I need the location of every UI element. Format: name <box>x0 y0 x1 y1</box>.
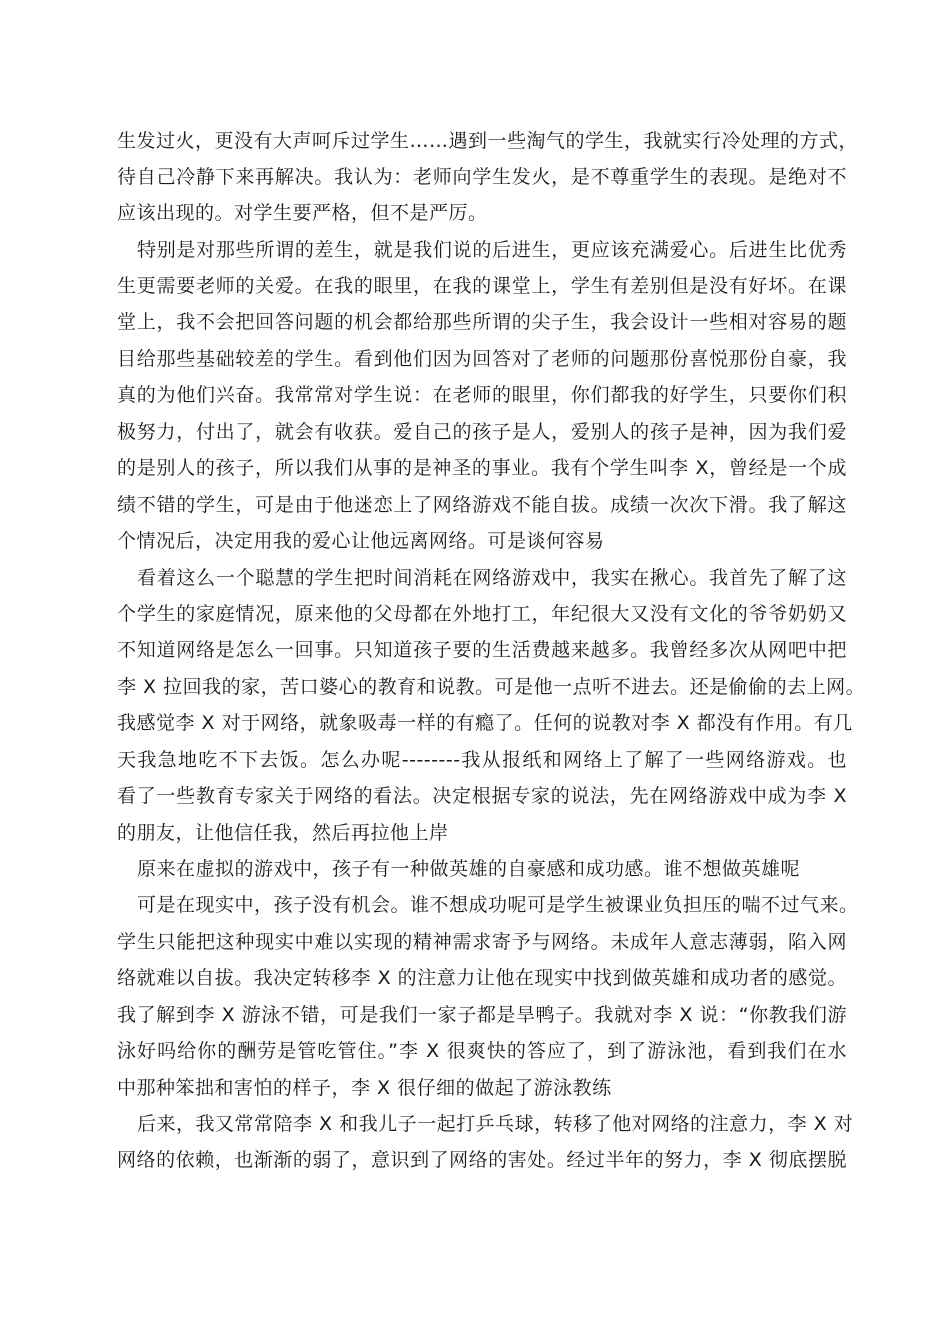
text-line: 绩不错的学生，可是由于他迷恋上了网络游戏不能自拔。成绩一次次下滑。我了解这 <box>117 494 847 516</box>
text-line: 堂上，我不会把回答问题的机会都给那些所谓的尖子生，我会设计一些相对容易的题 <box>117 311 847 333</box>
text-line: 生更需要老师的关爱。在我的眼里，在我的课堂上，学生有差别但是没有好坏。在课 <box>117 275 847 297</box>
text-line: 待自己冷静下来再解决。我认为：老师向学生发火，是不尊重学生的表现。是绝对不 <box>117 166 847 188</box>
text-line: 的朋友，让他信任我，然后再拉他上岸 <box>117 822 449 844</box>
text-line: 极努力，付出了，就会有收获。爱自己的孩子是人，爱别人的孩子是神，因为我们爱 <box>117 421 847 443</box>
text-line: 天我急地吃不下去饭。怎么办呢--------我从报纸和网络上了解了一些网络游戏。也 <box>117 749 847 771</box>
text-line: 泳好吗给你的酬劳是管吃管住。”李 X 很爽快的答应了，到了游泳池，看到我们在水 <box>117 1040 847 1062</box>
text-line: 生发过火，更没有大声呵斥过学生……遇到一些淘气的学生，我就实行冷处理的方式， <box>117 130 859 152</box>
text-line: 可是在现实中，孩子没有机会。谁不想成功呢可是学生被课业负担压的喘不过气来。 <box>137 894 859 916</box>
text-line: 李 X 拉回我的家，苦口婆心的教育和说教。可是他一点听不进去。还是偷偷的去上网。 <box>117 676 866 698</box>
text-line: 应该出现的。对学生要严格，但不是严厉。 <box>117 202 488 224</box>
text-line: 学生只能把这种现实中难以实现的精神需求寄予与网络。未成年人意志薄弱，陷入网 <box>117 931 847 953</box>
text-line: 不知道网络是怎么一回事。只知道孩子要的生活费越来越多。我曾经多次从网吧中把 <box>117 639 847 661</box>
text-line: 目给那些基础较差的学生。看到他们因为回答对了老师的问题那份喜悦那份自豪，我 <box>117 348 847 370</box>
text-line: 的是别人的孩子，所以我们从事的是神圣的事业。我有个学生叫李 X，曾经是一个成 <box>117 457 847 479</box>
text-line: 个情况后，决定用我的爱心让他远离网络。可是谈何容易 <box>117 530 605 552</box>
text-line: 看着这么一个聪慧的学生把时间消耗在网络游戏中，我实在揪心。我首先了解了这 <box>137 567 847 589</box>
text-line: 我感觉李 X 对于网络，就象吸毒一样的有瘾了。任何的说教对李 X 都没有作用。有几 <box>117 712 853 734</box>
text-line: 特别是对那些所谓的差生，就是我们说的后进生，更应该充满爱心。后进生比优秀 <box>137 239 847 261</box>
text-line: 我了解到李 X 游泳不错，可是我们一家子都是旱鸭子。我就对李 X 说：“你教我们游 <box>117 1004 847 1026</box>
text-line: 原来在虚拟的游戏中，孩子有一种做英雄的自豪感和成功感。谁不想做英雄呢 <box>137 858 801 880</box>
text-line: 后来，我又常常陪李 X 和我儿子一起打乒乓球，转移了他对网络的注意力，李 X 对 <box>137 1113 854 1135</box>
text-line: 中那种笨拙和害怕的样子，李 X 很仔细的做起了游泳教练 <box>117 1077 612 1099</box>
text-line: 络就难以自拔。我决定转移李 X 的注意力让他在现实中找到做英雄和成功者的感觉。 <box>117 967 847 989</box>
text-line: 真的为他们兴奋。我常常对学生说：在老师的眼里，你们都我的好学生，只要你们积 <box>117 384 847 406</box>
text-line: 看了一些教育专家关于网络的看法。决定根据专家的说法，先在网络游戏中成为李 X <box>117 785 847 807</box>
text-line: 个学生的家庭情况，原来他的父母都在外地打工，年纪很大又没有文化的爷爷奶奶又 <box>117 603 847 625</box>
text-line: 网络的依赖，也渐渐的弱了，意识到了网络的害处。经过半年的努力，李 X 彻底摆脱 <box>117 1149 847 1171</box>
